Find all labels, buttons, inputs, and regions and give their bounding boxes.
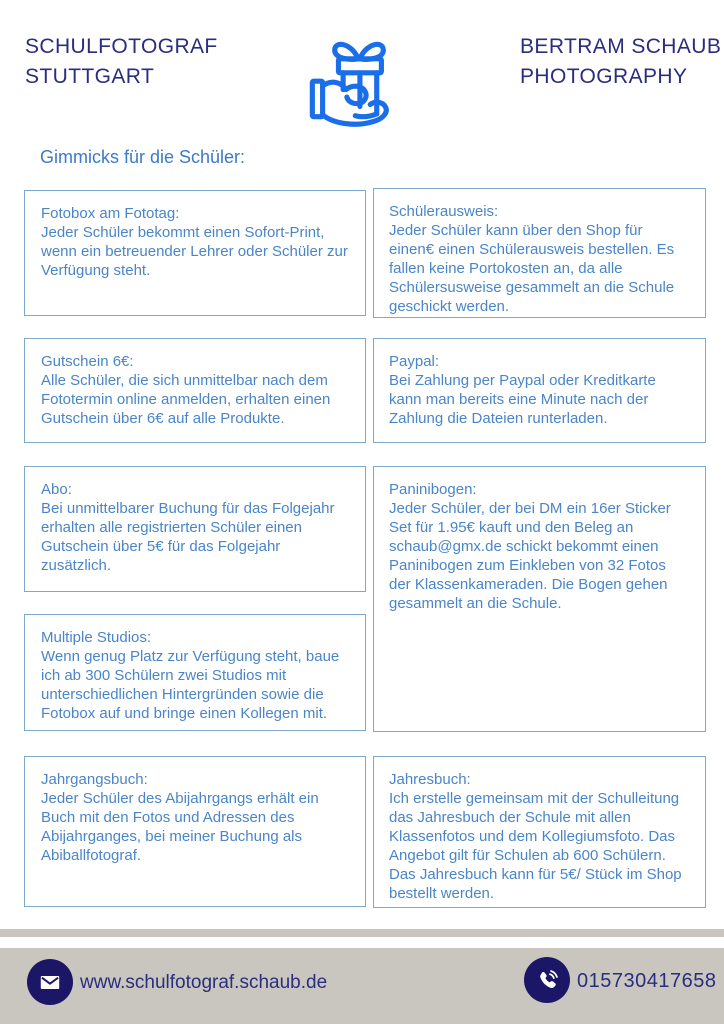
brand-left-line2: STUTTGART — [25, 65, 155, 88]
website-url: www.schulfotograf.schaub.de — [80, 972, 328, 993]
brand-right — [520, 32, 721, 92]
info-box-jahrgangsbuch — [24, 756, 366, 907]
box-title: Paypal: — [389, 353, 440, 370]
info-box-abo — [24, 466, 366, 592]
box-title: Abo: — [41, 481, 72, 498]
box-body: Alle Schüler, die sich unmittelbar nach dem Fototermin online anmelden, erhalten einen Gutschein über 6€ auf alle Produkte. — [41, 372, 331, 427]
box-body: Jeder Schüler, der bei DM ein 16er Sticker Set für 1.95€ kauft und den Beleg an schaub@gmx.de schickt bekommt einen Paninibogen zum Einkleben von 32 Fotos der Klassenkameraden. Die Bogen gehen gesammelt an die Schule. — [389, 500, 671, 612]
brand-left-line1: SCHULFOTOGRAF — [25, 35, 218, 58]
brand-left — [25, 32, 218, 92]
info-box-schuelerausweis — [373, 188, 706, 318]
box-title: Multiple Studios: — [41, 629, 152, 646]
brand-right-line2: PHOTOGRAPHY — [520, 65, 688, 88]
phone-number: 015730417658 — [577, 970, 717, 992]
footer-top-band — [0, 929, 724, 937]
page-title: Gimmicks für die Schüler: — [40, 147, 246, 167]
box-body: Jeder Schüler bekommt einen Sofort-Print, wenn ein betreuender Lehrer oder Schüler zur Verfügung steht. — [41, 224, 348, 279]
box-title: Jahrgangsbuch: — [41, 771, 148, 788]
box-body: Bei Zahlung per Paypal oder Kreditkarte kann man bereits eine Minute nach der Zahlung die Dateien runterladen. — [389, 372, 656, 427]
box-title: Gutschein 6€: — [41, 353, 134, 370]
info-box-fotobox — [24, 190, 366, 316]
box-title: Schülerausweis: — [389, 203, 499, 220]
gift-in-hand-icon — [303, 26, 415, 142]
info-box-jahresbuch — [373, 756, 706, 908]
brand-right-line1: BERTRAM SCHAUB — [520, 35, 722, 58]
info-box-paypal — [373, 338, 706, 443]
box-body: Bei unmittelbarer Buchung für das Folgejahr erhalten alle registrierten Schüler einen Gutschein über 5€ für das Folgejahr zusätzlich. — [41, 500, 335, 574]
box-title: Paninibogen: — [389, 481, 477, 498]
box-body: Jeder Schüler kann über den Shop für einen€ einen Schülerausweis bestellen. Es fallen keine Portokosten an, da alle Schülersusweise gesammelt an die Schule geschickt werden. — [389, 222, 675, 315]
box-title: Jahresbuch: — [389, 771, 471, 788]
envelope-icon — [27, 959, 73, 1005]
box-body: Wenn genug Platz zur Verfügung steht, baue ich ab 300 Schülern zwei Studios mit unterschiedlichen Hintergründen sowie die Fotobox auf und bringe einen Kollegen mit. — [41, 648, 340, 722]
phone-icon — [524, 957, 570, 1003]
info-box-gutschein — [24, 338, 366, 443]
info-box-multiple-studios — [24, 614, 366, 731]
box-title: Fotobox am Fototag: — [41, 205, 180, 222]
footer-white-gap — [0, 937, 724, 948]
box-body: Jeder Schüler des Abijahrgangs erhält ein Buch mit den Fotos und Adressen des Abijahrganges, bei meiner Buchung als Abiballfotograf. — [41, 790, 319, 864]
info-box-paninibogen — [373, 466, 706, 732]
box-body: Ich erstelle gemeinsam mit der Schulleitung das Jahresbuch der Schule mit allen Klassenfotos und dem Kollegiumsfoto. Das Angebot gilt für Schulen ab 600 Schülern. Das Jahresbuch kann für 5€/ Stück im Shop bestellt werden. — [389, 790, 682, 902]
